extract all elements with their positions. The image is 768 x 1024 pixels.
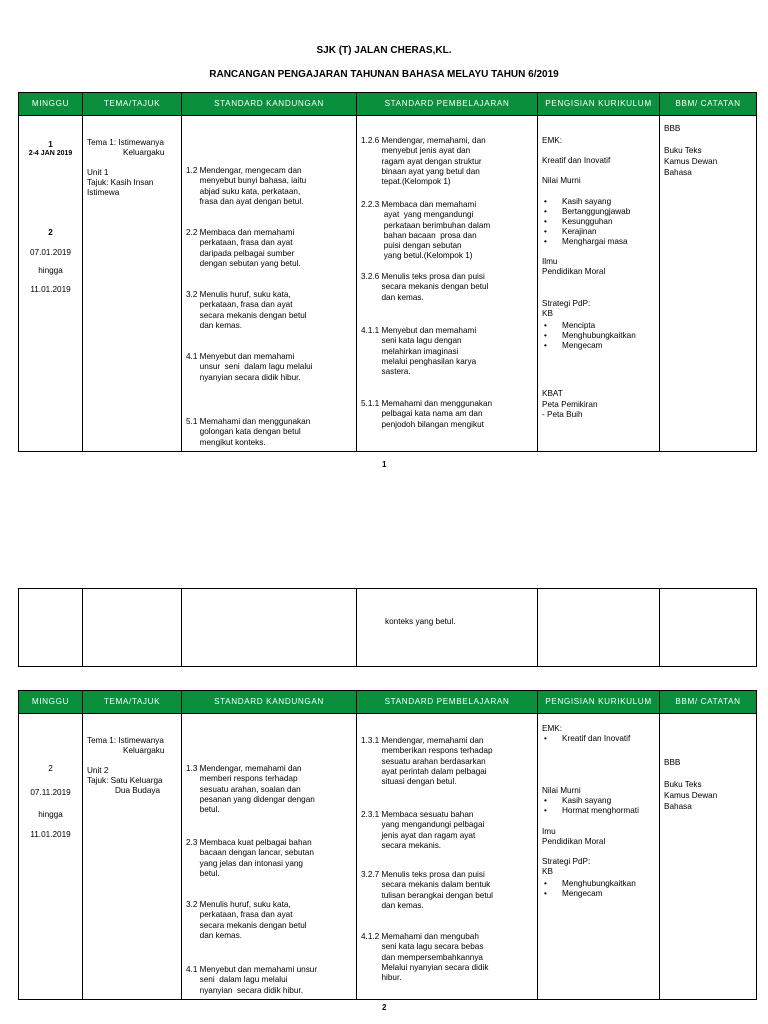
sp-item: 1.3.1 Mendengar, memahami dan memberikan respons terhadap sesuatu arahan berdasarkan ayat perintah dalam pelbagai situasi dengan betul. xyxy=(361,736,493,786)
kb-label: KB xyxy=(542,309,553,318)
sp-item: 4.1.2 Memahami dan mengubah seni kata lagu secara bebas dan mempersembahkannya Melalui nyanyian secara didik hibur. xyxy=(361,932,489,982)
col-tema: TEMA/TAJUK xyxy=(83,691,182,714)
page-number: 2 xyxy=(382,1003,387,1012)
tema-cell xyxy=(83,714,182,1000)
tema-line2: Keluargaku xyxy=(123,746,165,755)
week-number: 2 xyxy=(48,764,53,773)
kbat-line1: Peta Pemikiran xyxy=(542,400,598,409)
week-date: 2-4 JAN 2019 xyxy=(28,150,73,157)
bbm-line: Buku Teks xyxy=(664,780,702,789)
emk-label: EMK: xyxy=(542,136,563,145)
emk-item: • Kreatif dan Inovatif xyxy=(562,734,630,744)
week-number-2: 2 xyxy=(48,228,53,237)
nilai-item: • Bertanggungjawab xyxy=(562,207,630,217)
sk-item: 2.2 Membaca dan memahami perkataan, frasa dan ayat daripada pelbagai sumber dengan sebutan yang betul. xyxy=(186,228,301,268)
bbm-cell xyxy=(660,589,757,667)
sp-item: 2.2.3 Membaca dan memahami ayat yang mengandungi perkataan berimbuhan dalam bahan bacaan prosa dan puisi dengan sebutan yang betul.(Kelompok 1) xyxy=(361,200,491,261)
pk-cell xyxy=(538,589,660,667)
kb-item: • Menghubungkaitkan xyxy=(562,879,636,889)
page-number: 1 xyxy=(382,460,387,469)
bbm-line: Buku Teks xyxy=(664,146,702,155)
tema-cell xyxy=(83,589,182,667)
tema-line2: Keluargaku xyxy=(123,148,165,157)
kbat-line2: - Peta Buih xyxy=(542,410,583,419)
sp-item: 1.2.6 Mendengar, memahami, dan menyebut jenis ayat dan ragam ayat dengan struktur binaan ayat yang betul dan tepat.(Kelompok 1) xyxy=(361,136,486,186)
ilmu-label: Ilmu xyxy=(542,257,558,266)
sk-item: 5.1 Memahami dan menggunakan golongan kata dengan betul mengikut konteks. xyxy=(186,417,311,447)
sk-item: 4.1 Menyebut dan memahami unsur seni dalam lagu melalui nyanyian secara didik hibur. xyxy=(186,352,313,382)
ilmu-label: Imu xyxy=(542,827,556,836)
tema-line1: Tema 1: Istimewanya xyxy=(87,736,164,745)
week-number: 1 xyxy=(48,140,53,149)
pk-cell xyxy=(538,116,660,452)
col-minggu: MINGGU xyxy=(19,691,83,714)
tajuk-line1: Tajuk: Satu Keluarga xyxy=(87,776,163,785)
table-row xyxy=(19,589,757,667)
tajuk-line1: Tajuk: Kasih Insan xyxy=(87,178,154,187)
col-pk: PENGISIAN KURIKULUM xyxy=(538,691,660,714)
nilai-item: • Kesungguhan xyxy=(562,217,613,227)
week-cell xyxy=(19,714,83,1000)
nilai-item: • Hormat menghormati xyxy=(562,806,639,816)
nilai-item: • Kasih sayang xyxy=(562,197,611,207)
kb-item: • Mengecam xyxy=(562,341,603,351)
sp-continuation: konteks yang betul. xyxy=(385,617,456,626)
tajuk-line2: Istimewa xyxy=(87,188,120,197)
bbm-line: Kamus Dewan xyxy=(664,157,718,166)
bbm-line: BBB xyxy=(664,758,681,767)
emk-label: EMK: xyxy=(542,724,563,733)
sk-cell xyxy=(182,714,357,1000)
col-sp: STANDARD PEMBELAJARAN xyxy=(357,691,538,714)
nilai-label: Nilai Murni xyxy=(542,176,581,185)
school-name: SJK (T) JALAN CHERAS,KL. xyxy=(316,45,452,56)
sp-item: 2.3.1 Membaca sesuatu bahan yang mengandungi pelbagai jenis ayat dan ragam ayat secara mekanis. xyxy=(361,810,485,850)
plan-title: RANCANGAN PENGAJARAN TAHUNAN BAHASA MELAYU TAHUN 6/2019 xyxy=(209,69,559,80)
week-to-word: hingga xyxy=(38,810,63,819)
nilai-label: Nilai Murni xyxy=(542,786,581,795)
pk-cell xyxy=(538,714,660,1000)
tema-line1: Tema 1: Istimewanya xyxy=(87,138,164,147)
sk-item: 1.3 Mendengar, memahami dan memberi respons terhadap sesuatu arahan, soalan dan pesanan yang didengar dengan betul. xyxy=(186,764,315,814)
sk-cell xyxy=(182,116,357,452)
plan-table-continuation xyxy=(18,588,757,667)
strategi-label: Strategi PdP: xyxy=(542,857,591,866)
header-row xyxy=(19,691,757,714)
table-row xyxy=(19,116,757,452)
nilai-item: • Menghargai masa xyxy=(562,237,628,247)
week-from: 07.01.2019 xyxy=(30,248,71,257)
kbat-label: KBAT xyxy=(542,389,563,398)
sp-item: 4.1.1 Menyebut dan memahami seni kata lagu dengan melahirkan imaginasi melalui penghasilan karya sastera. xyxy=(361,326,477,376)
sp-item: 5.1.1 Memahami dan menggunakan pelbagai kata nama am dan penjodoh bilangan mengikut xyxy=(361,399,493,429)
col-minggu: MINGGU xyxy=(19,93,83,116)
bbm-line: BBB xyxy=(664,124,681,133)
week-cell xyxy=(19,116,83,452)
plan-table-page2 xyxy=(18,690,757,1000)
col-pk: PENGISIAN KURIKULUM xyxy=(538,93,660,116)
bbm-cell xyxy=(660,714,757,1000)
col-bbm: BBM/ CATATAN xyxy=(660,93,757,116)
ilmu-item: Pendidikan Moral xyxy=(542,267,606,276)
nilai-item: • Kerajinan xyxy=(562,227,597,237)
col-sp: STANDARD PEMBELAJARAN xyxy=(357,93,538,116)
sk-item: 3.2 Menulis huruf, suku kata, perkataan, frasa dan ayat secara mekanis dengan betul dan kemas. xyxy=(186,900,307,940)
header-row xyxy=(19,93,757,116)
col-sk: STANDARD KANDUNGAN xyxy=(182,691,357,714)
emk-item: Kreatif dan Inovatif xyxy=(542,156,611,165)
kb-item: • Menghubungkaitkan xyxy=(562,331,636,341)
sp-cell xyxy=(357,116,538,452)
bbm-line: Bahasa xyxy=(664,802,692,811)
sk-item: 3.2 Menulis huruf, suku kata, perkataan, frasa dan ayat secara mekanis dengan betul dan kemas. xyxy=(186,290,307,330)
week-to: 11.01.2019 xyxy=(30,830,71,839)
kb-item: • Mencipta xyxy=(562,321,595,331)
col-bbm: BBM/ CATATAN xyxy=(660,691,757,714)
unit-label: Unit 1 xyxy=(87,168,109,177)
week-to: 11.01.2019 xyxy=(30,285,71,294)
sk-cell xyxy=(182,589,357,667)
bbm-line: Bahasa xyxy=(664,168,692,177)
col-sk: STANDARD KANDUNGAN xyxy=(182,93,357,116)
unit-label: Unit 2 xyxy=(87,766,109,775)
table-row xyxy=(19,714,757,1000)
kb-item: • Mengecam xyxy=(562,889,603,899)
bbm-cell xyxy=(660,116,757,452)
kb-label: KB xyxy=(542,867,553,876)
nilai-item: • Kasih sayang xyxy=(562,796,611,806)
sk-item: 1.2 Mendengar, mengecam dan menyebut bunyi bahasa, iaitu abjad suku kata, perkataan, frasa dan ayat dengan betul. xyxy=(186,166,307,206)
tajuk-line2: Dua Budaya xyxy=(115,786,161,795)
week-cell xyxy=(19,589,83,667)
sp-item: 3.2.6 Menulis teks prosa dan puisi secara mekanis dengan betul dan kemas. xyxy=(361,272,489,302)
strategi-label: Strategi PdP: xyxy=(542,299,591,308)
tema-cell xyxy=(83,116,182,452)
col-tema: TEMA/TAJUK xyxy=(83,93,182,116)
sp-item: 3.2.7 Menulis teks prosa dan puisi secara mekanis dalam bentuk tulisan berangkai dengan betul dan kemas. xyxy=(361,870,493,910)
week-to-word: hingga xyxy=(38,266,63,275)
sp-cell xyxy=(357,589,538,667)
sp-cell xyxy=(357,714,538,1000)
bbm-line: Kamus Dewan xyxy=(664,791,718,800)
sk-item: 2.3 Membaca kuat pelbagai bahan bacaan dengan lancar, sebutan yang jelas dan intonasi yang betul. xyxy=(186,838,314,878)
plan-table-page1 xyxy=(18,92,757,452)
sk-item: 4.1 Menyebut dan memahami unsur seni dalam lagu melalui nyanyian secara didik hibur. xyxy=(186,965,318,995)
week-from: 07.11.2019 xyxy=(30,788,71,797)
ilmu-item: Pendidikan Moral xyxy=(542,837,606,846)
